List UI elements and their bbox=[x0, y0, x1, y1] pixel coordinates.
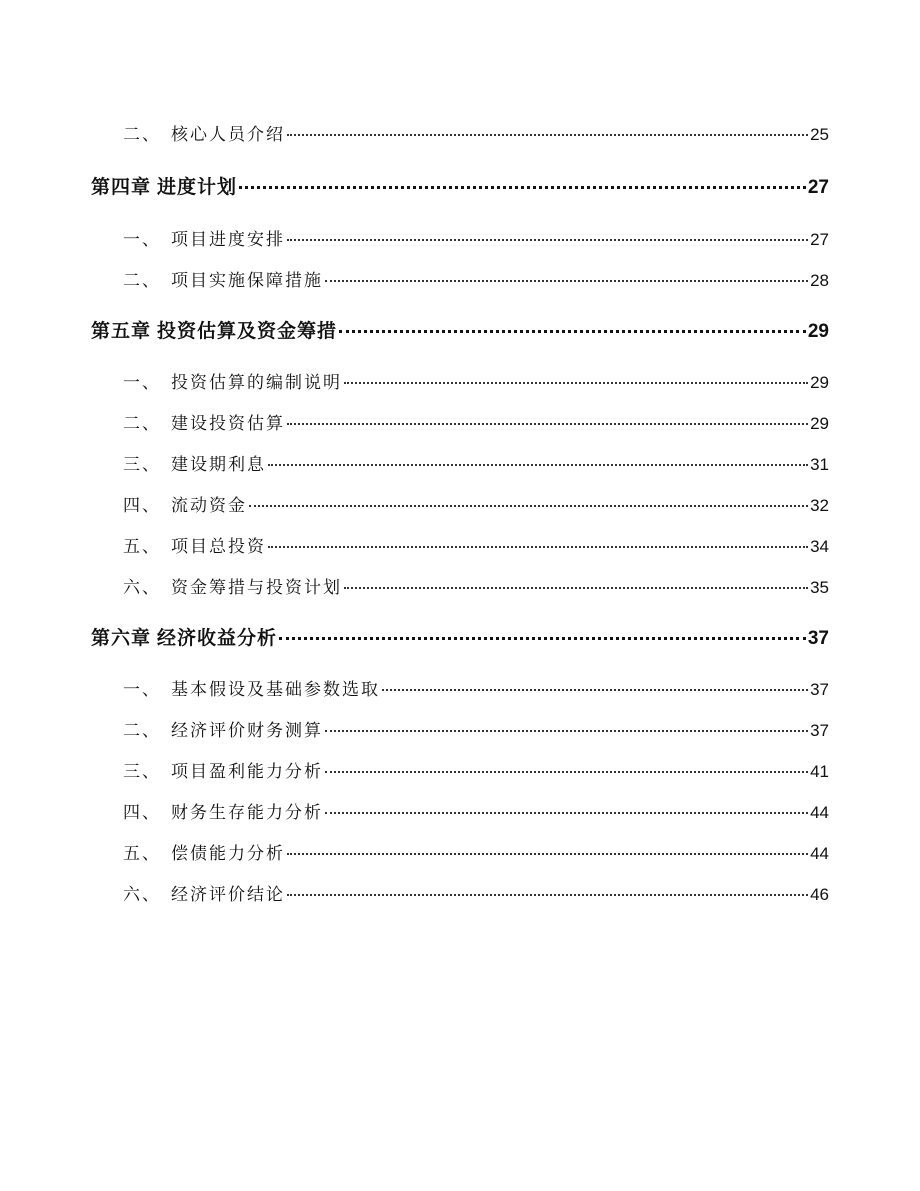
toc-entry-page: 31 bbox=[810, 455, 829, 474]
toc-entry[interactable] bbox=[0, 225, 920, 253]
toc-entry[interactable] bbox=[0, 880, 920, 908]
dot-leader bbox=[249, 505, 808, 507]
toc-entry[interactable] bbox=[0, 409, 920, 437]
toc-entry-number: 六、 bbox=[123, 885, 161, 905]
toc-entry-title: 建设投资估算 bbox=[171, 414, 285, 434]
toc-entry-title: 流动资金 bbox=[171, 496, 247, 516]
toc-entry-number: 四、 bbox=[123, 803, 161, 823]
dot-leader bbox=[239, 186, 806, 189]
toc-entry-title: 偿债能力分析 bbox=[171, 844, 285, 864]
toc-chapter-page: 29 bbox=[807, 321, 829, 342]
toc-entry-number: 五、 bbox=[123, 844, 161, 864]
dot-leader bbox=[268, 464, 808, 466]
toc-entry-title: 建设期利息 bbox=[171, 455, 266, 475]
toc-entry-title: 核心人员介绍 bbox=[171, 125, 285, 145]
toc-chapter-number: 第五章 bbox=[91, 320, 152, 342]
dot-leader bbox=[344, 382, 808, 384]
toc-entry-number: 四、 bbox=[123, 496, 161, 516]
toc-entry-number: 一、 bbox=[123, 680, 161, 700]
dot-leader bbox=[339, 330, 806, 333]
toc-entry[interactable] bbox=[0, 491, 920, 519]
dot-leader bbox=[268, 546, 808, 548]
toc-chapter-page: 27 bbox=[807, 177, 829, 198]
toc-entry[interactable] bbox=[0, 675, 920, 703]
dot-leader bbox=[325, 730, 808, 732]
toc-entry-page: 44 bbox=[810, 844, 829, 863]
toc-entry[interactable] bbox=[0, 266, 920, 294]
toc-entry-number: 二、 bbox=[123, 721, 161, 741]
toc-entry-title: 经济评价财务测算 bbox=[171, 721, 323, 741]
toc-chapter-number: 第六章 bbox=[91, 627, 152, 649]
toc-entry[interactable] bbox=[0, 120, 920, 148]
toc-entry-page: 46 bbox=[810, 885, 829, 904]
toc-entry-page: 34 bbox=[810, 537, 829, 556]
toc-entry-number: 一、 bbox=[123, 230, 161, 250]
toc-entry-page: 25 bbox=[810, 125, 829, 144]
dot-leader bbox=[382, 689, 808, 691]
toc-entry-page: 37 bbox=[810, 680, 829, 699]
toc-entry-page: 41 bbox=[810, 762, 829, 781]
toc-entry-title: 资金筹措与投资计划 bbox=[171, 578, 342, 598]
toc-entry-page: 37 bbox=[810, 721, 829, 740]
toc-entry-number: 一、 bbox=[123, 373, 161, 393]
toc-entry-number: 三、 bbox=[123, 455, 161, 475]
toc-entry-number: 二、 bbox=[123, 414, 161, 434]
toc-chapter-page: 37 bbox=[807, 628, 829, 649]
toc-entry-page: 35 bbox=[810, 578, 829, 597]
toc-entry[interactable] bbox=[0, 450, 920, 478]
toc-entry-title: 项目总投资 bbox=[171, 537, 266, 557]
dot-leader bbox=[325, 771, 808, 773]
toc-entry[interactable] bbox=[0, 368, 920, 396]
dot-leader bbox=[287, 134, 808, 136]
toc-chapter-number: 第四章 bbox=[91, 176, 152, 198]
dot-leader bbox=[287, 423, 808, 425]
toc-entry-title: 经济评价结论 bbox=[171, 885, 285, 905]
toc-entry-number: 三、 bbox=[123, 762, 161, 782]
toc-entry-page: 27 bbox=[810, 230, 829, 249]
toc-chapter[interactable] bbox=[0, 623, 920, 651]
toc-entry-page: 29 bbox=[810, 373, 829, 392]
toc-entry[interactable] bbox=[0, 757, 920, 785]
toc-entry[interactable] bbox=[0, 839, 920, 867]
dot-leader bbox=[287, 853, 808, 855]
toc-entry-page: 28 bbox=[810, 271, 829, 290]
dot-leader bbox=[344, 587, 808, 589]
toc-entry-number: 二、 bbox=[123, 125, 161, 145]
toc-entry-title: 财务生存能力分析 bbox=[171, 803, 323, 823]
toc-entry-page: 44 bbox=[810, 803, 829, 822]
toc-entry[interactable] bbox=[0, 798, 920, 826]
toc-entry-title: 项目实施保障措施 bbox=[171, 271, 323, 291]
toc-chapter[interactable] bbox=[0, 316, 920, 344]
toc-entry[interactable] bbox=[0, 573, 920, 601]
dot-leader bbox=[279, 637, 806, 640]
toc-chapter-title: 投资估算及资金筹措 bbox=[157, 320, 338, 342]
toc-entry-title: 基本假设及基础参数选取 bbox=[171, 680, 380, 700]
toc-entry-page: 32 bbox=[810, 496, 829, 515]
toc-entry-number: 六、 bbox=[123, 578, 161, 598]
toc-entry-page: 29 bbox=[810, 414, 829, 433]
toc-entry-number: 五、 bbox=[123, 537, 161, 557]
toc-entry[interactable] bbox=[0, 532, 920, 560]
toc-entry-title: 项目盈利能力分析 bbox=[171, 762, 323, 782]
toc-chapter-title: 经济收益分析 bbox=[157, 627, 278, 649]
toc-entry[interactable] bbox=[0, 716, 920, 744]
toc-chapter-title: 进度计划 bbox=[157, 176, 238, 198]
dot-leader bbox=[325, 280, 808, 282]
dot-leader bbox=[325, 812, 808, 814]
dot-leader bbox=[287, 239, 808, 241]
toc-entry-number: 二、 bbox=[123, 271, 161, 291]
toc-chapter[interactable] bbox=[0, 172, 920, 200]
dot-leader bbox=[287, 894, 808, 896]
toc-entry-title: 投资估算的编制说明 bbox=[171, 373, 342, 393]
toc-entry-title: 项目进度安排 bbox=[171, 230, 285, 250]
